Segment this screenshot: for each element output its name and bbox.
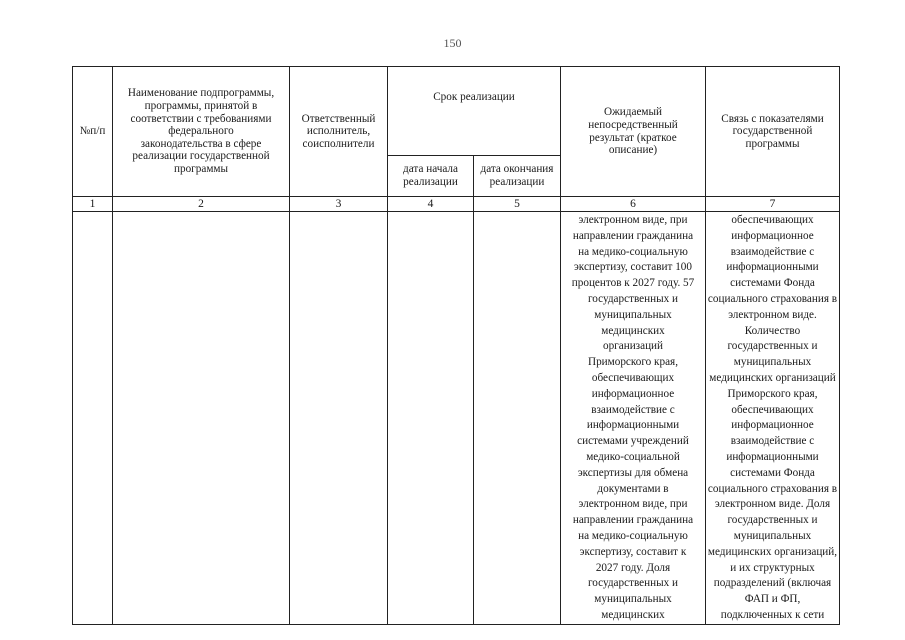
- row-link-cell: обеспечивающих информационное взаимодействие с информационными системами Фонда социального страхования в электронном виде. Количество государственных и муниципальных медицинских организаций Приморского края, обеспечивающих информационное взаимодействие с информационными системами Фонда социального страхования в электронном виде. Доля государственных и муниципальных медицинских организаций, и их структурных подразделений (включая ФАП и ФП, подключенных к сети: [706, 212, 840, 625]
- row-end-cell: [474, 212, 561, 625]
- page-number: 150: [443, 36, 462, 50]
- column-number: 1: [73, 197, 113, 212]
- column-number: 6: [561, 197, 706, 212]
- column-number: 7: [706, 197, 840, 212]
- header-start-date: дата начала реализации: [388, 156, 474, 197]
- column-number: 3: [290, 197, 388, 212]
- header-period: Срок реализации: [388, 67, 561, 156]
- program-table: [72, 66, 840, 625]
- row-start-cell: [388, 212, 474, 625]
- column-number: 2: [113, 197, 290, 212]
- header-link: Связь с показателями государственной программы: [706, 67, 840, 197]
- table-row: [73, 212, 840, 625]
- column-numbers-row: [73, 197, 840, 212]
- row-result-cell: электронном виде, при направлении гражданина на медико-социальную экспертизу, составит 100 процентов к 2027 году. 57 государственных и муниципальных медицинских организаций Приморского края, обеспечивающих информационное взаимодействие с информационными системами учреждений медико-социальной экспертизы для обмена документами в электронном виде, при направлении гражданина на медико-социальную экспертизу, составит к 2027 году. Доля государственных и муниципальных медицинских: [561, 212, 706, 625]
- header-row-1: [73, 67, 840, 156]
- row-name-cell: [113, 212, 290, 625]
- column-number: 4: [388, 197, 474, 212]
- row-executor-cell: [290, 212, 388, 625]
- header-result: Ожидаемый непосредственный результат (краткое описание): [561, 67, 706, 197]
- column-number: 5: [474, 197, 561, 212]
- header-executor: Ответственный исполнитель, соисполнители: [290, 67, 388, 197]
- header-end-date: дата окончания реализации: [474, 156, 561, 197]
- header-name: Наименование подпрограммы, программы, принятой в соответствии с требованиями федерального законодательства в сфере реализации государственной программы: [113, 67, 290, 197]
- row-num-cell: [73, 212, 113, 625]
- header-num: №п/п: [73, 67, 113, 197]
